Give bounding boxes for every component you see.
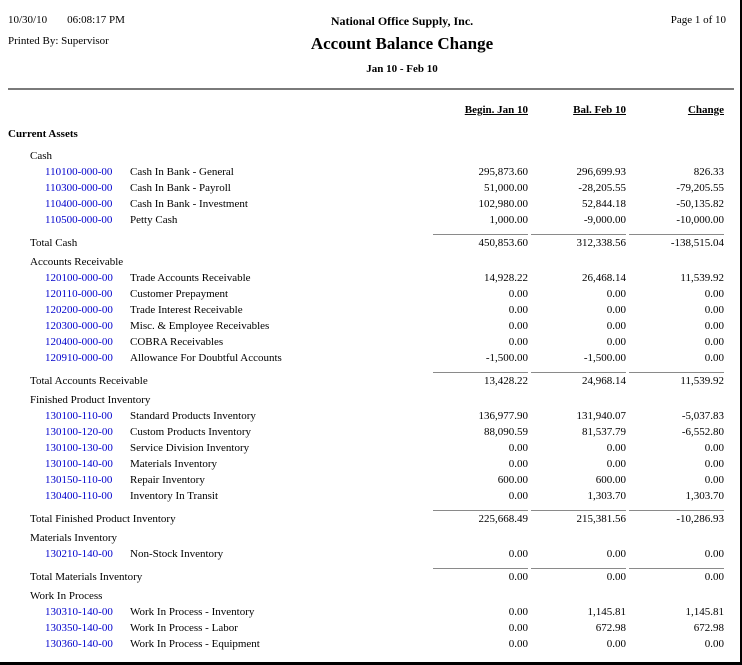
total-row-label-cell [0, 513, 430, 525]
total-row-label-cell [0, 571, 430, 583]
section-header-row [0, 150, 740, 166]
section-name: Cash [30, 150, 52, 162]
total-label: Total Accounts Receivable [30, 375, 148, 387]
amount-balance: 81,537.79 [582, 426, 626, 438]
amount-balance: 26,468.14 [582, 272, 626, 284]
account-description: Trade Accounts Receivable [130, 272, 251, 284]
account-row-label-cell [0, 606, 430, 618]
account-row [0, 198, 740, 214]
amount-change: -5,037.83 [681, 410, 724, 422]
account-row [0, 166, 740, 182]
account-description: Materials Inventory [130, 458, 218, 470]
account-number-link[interactable]: 120400-000-00 [45, 336, 113, 348]
amount-balance: 0.00 [606, 458, 626, 470]
account-row [0, 442, 740, 458]
account-number-link[interactable]: 130360-140-00 [45, 638, 113, 650]
account-row [0, 288, 740, 304]
total-row [0, 234, 740, 250]
amount-begin: 102,980.00 [478, 198, 528, 210]
amount-balance: 0.00 [606, 320, 626, 332]
account-description: Cash In Bank - Investment [130, 198, 248, 210]
account-description: Work In Process - Equipment [130, 638, 260, 650]
account-number-link[interactable]: 130100-140-00 [45, 458, 113, 470]
account-row [0, 426, 740, 442]
company-name: National Office Supply, Inc. [330, 14, 474, 28]
account-description: Non-Stock Inventory [130, 548, 224, 560]
section-header-row [0, 256, 740, 272]
amount-begin: 295,873.60 [478, 166, 528, 178]
header-right [621, 14, 726, 75]
section-name: Finished Product Inventory [30, 394, 151, 406]
report-date: 10/30/10 [8, 14, 48, 26]
total-label: Total Finished Product Inventory [30, 513, 176, 525]
amount-balance: 52,844.18 [582, 198, 626, 210]
account-row [0, 410, 740, 426]
amount-begin: 136,977.90 [478, 410, 528, 422]
total-row [0, 568, 740, 584]
account-row-label-cell [0, 490, 430, 502]
account-row [0, 182, 740, 198]
amount-begin: 0.00 [508, 320, 528, 332]
section-header-row-label-cell [0, 532, 430, 544]
account-number-link[interactable]: 130100-120-00 [45, 426, 113, 438]
column-header-change: Change [687, 104, 724, 116]
date-time-line [8, 14, 183, 26]
account-row-label-cell [0, 166, 430, 178]
account-description: Service Division Inventory [130, 442, 250, 454]
account-row-label-cell [0, 304, 430, 316]
report-time: 06:08:17 PM [67, 14, 125, 26]
amount-balance: 672.98 [595, 622, 626, 634]
amount-begin: 0.00 [508, 442, 528, 454]
amount-begin: 0.00 [508, 490, 528, 502]
amount-balance: 1,145.81 [587, 606, 626, 618]
column-header-begin: Begin. Jan 10 [464, 104, 528, 116]
amount-begin: 0.00 [508, 638, 528, 650]
amount-change: -138,515.04 [629, 234, 724, 249]
account-description: Customer Prepayment [130, 288, 229, 300]
account-number-link[interactable]: 130310-140-00 [45, 606, 113, 618]
section-name: Accounts Receivable [30, 256, 124, 268]
amount-begin: 13,428.22 [433, 372, 528, 387]
amount-begin: 1,000.00 [489, 214, 528, 226]
section-name: Materials Inventory [30, 532, 118, 544]
amount-begin: 0.00 [433, 568, 528, 583]
account-row-label-cell [0, 214, 430, 226]
account-number-link[interactable]: 130350-140-00 [45, 622, 113, 634]
section-header-row-label-cell [0, 590, 430, 602]
account-description: Cash In Bank - General [130, 166, 234, 178]
amount-change: 0.00 [704, 442, 724, 454]
section-name: Work In Process [30, 590, 103, 602]
amount-begin: 0.00 [508, 622, 528, 634]
account-number-link[interactable]: 110100-000-00 [45, 166, 113, 178]
amount-balance: 0.00 [606, 638, 626, 650]
amount-balance: 1,303.70 [587, 490, 626, 502]
amount-begin: 0.00 [508, 458, 528, 470]
amount-change: -10,286.93 [629, 510, 724, 525]
amount-change: 0.00 [704, 288, 724, 300]
total-row [0, 372, 740, 388]
account-row [0, 320, 740, 336]
account-number-link[interactable]: 120110-000-00 [45, 288, 113, 300]
report-title: Account Balance Change [310, 34, 494, 53]
account-row-label-cell [0, 638, 430, 650]
report-header [0, 0, 740, 75]
amount-change: 0.00 [704, 336, 724, 348]
account-number-link[interactable]: 110500-000-00 [45, 214, 113, 226]
amount-begin: 0.00 [508, 606, 528, 618]
account-row [0, 638, 740, 654]
amount-change: 0.00 [704, 304, 724, 316]
account-row [0, 336, 740, 352]
header-left [8, 14, 183, 75]
account-row-label-cell [0, 198, 430, 210]
account-row [0, 606, 740, 622]
account-number-link[interactable]: 130150-110-00 [45, 474, 113, 486]
account-description: Allowance For Doubtful Accounts [130, 352, 282, 364]
account-description: Inventory In Transit [130, 490, 218, 502]
total-row-label-cell [0, 237, 430, 249]
account-number-link[interactable]: 120100-000-00 [45, 272, 113, 284]
amount-change: -50,135.82 [676, 198, 724, 210]
account-number-link[interactable]: 110300-000-00 [45, 182, 113, 194]
total-label: Total Cash [30, 237, 78, 249]
account-row-label-cell [0, 288, 430, 300]
amount-begin: 600.00 [497, 474, 528, 486]
amount-change: -10,000.00 [676, 214, 724, 226]
amount-begin: 0.00 [508, 288, 528, 300]
amount-begin: -1,500.00 [485, 352, 528, 364]
amount-begin: 0.00 [508, 304, 528, 316]
account-number-link[interactable]: 130100-110-00 [45, 410, 113, 422]
amount-balance: -9,000.00 [583, 214, 626, 226]
account-row [0, 458, 740, 474]
group-header-label: Current Assets [8, 128, 78, 140]
amount-balance: 0.00 [606, 548, 626, 560]
account-row [0, 548, 740, 564]
account-row-label-cell [0, 474, 430, 486]
header-center [183, 14, 621, 75]
account-number-link[interactable]: 130100-130-00 [45, 442, 113, 454]
account-description: Misc. & Employee Receivables [130, 320, 270, 332]
account-row-label-cell [0, 336, 430, 348]
amount-begin: 225,668.49 [433, 510, 528, 525]
account-row [0, 304, 740, 320]
amount-begin: 14,928.22 [484, 272, 528, 284]
account-description: Petty Cash [130, 214, 178, 226]
amount-change: 0.00 [704, 548, 724, 560]
report-period: Jan 10 - Feb 10 [366, 63, 438, 75]
section-header-row-label-cell [0, 256, 430, 268]
account-number-link[interactable]: 130210-140-00 [45, 548, 113, 560]
amount-balance: 0.00 [531, 568, 626, 583]
amount-change: 0.00 [704, 458, 724, 470]
account-row-label-cell [0, 548, 430, 560]
amount-change: 1,145.81 [685, 606, 724, 618]
account-description: Cash In Bank - Payroll [130, 182, 231, 194]
amount-change: 1,303.70 [685, 490, 724, 502]
amount-change: 11,539.92 [680, 272, 724, 284]
section-header-row [0, 590, 740, 606]
amount-balance: 0.00 [606, 304, 626, 316]
amount-change: 0.00 [704, 320, 724, 332]
account-row-label-cell [0, 272, 430, 284]
section-header-row-label-cell [0, 150, 430, 162]
account-number-link[interactable]: 110400-000-00 [45, 198, 113, 210]
amount-balance: 0.00 [606, 442, 626, 454]
amount-balance: -1,500.00 [583, 352, 626, 364]
account-row [0, 272, 740, 288]
header-rule [8, 88, 734, 90]
amount-change: 11,539.92 [629, 372, 724, 387]
amount-balance: -28,205.55 [578, 182, 626, 194]
amount-balance: 0.00 [606, 288, 626, 300]
account-row [0, 490, 740, 506]
amount-begin: 450,853.60 [433, 234, 528, 249]
account-description: COBRA Receivables [130, 336, 224, 348]
account-row-label-cell [0, 426, 430, 438]
amount-change: 0.00 [704, 352, 724, 364]
account-description: Work In Process - Inventory [130, 606, 255, 618]
account-row [0, 214, 740, 230]
account-number-link[interactable]: 130400-110-00 [45, 490, 113, 502]
amount-balance: 0.00 [606, 336, 626, 348]
group-header-row [0, 128, 740, 144]
account-row [0, 474, 740, 490]
amount-change: 672.98 [693, 622, 724, 634]
account-description: Repair Inventory [130, 474, 205, 486]
total-row [0, 510, 740, 526]
amount-change: -6,552.80 [681, 426, 724, 438]
account-row-label-cell [0, 458, 430, 470]
amount-change: 826.33 [693, 166, 724, 178]
amount-change: 0.00 [704, 474, 724, 486]
account-number-link[interactable]: 120300-000-00 [45, 320, 113, 332]
account-number-link[interactable]: 120910-000-00 [45, 352, 113, 364]
account-row-label-cell [0, 352, 430, 364]
amount-begin: 51,000.00 [484, 182, 528, 194]
account-description: Custom Products Inventory [130, 426, 251, 438]
amount-balance: 312,338.56 [531, 234, 626, 249]
printed-by: Printed By: Supervisor [8, 35, 109, 47]
page-number: Page 1 of 10 [670, 14, 726, 26]
account-number-link[interactable]: 120200-000-00 [45, 304, 113, 316]
account-row-label-cell [0, 182, 430, 194]
amount-balance: 296,699.93 [576, 166, 626, 178]
amount-begin: 0.00 [508, 336, 528, 348]
account-row-label-cell [0, 442, 430, 454]
account-row-label-cell [0, 320, 430, 332]
account-row [0, 352, 740, 368]
amount-change: 0.00 [629, 568, 724, 583]
column-header-balance: Bal. Feb 10 [573, 104, 626, 116]
total-label: Total Materials Inventory [30, 571, 143, 583]
amount-balance: 600.00 [595, 474, 626, 486]
section-header-row-label-cell [0, 394, 430, 406]
account-description: Trade Interest Receivable [130, 304, 243, 316]
column-header-row [0, 104, 740, 120]
amount-balance: 131,940.07 [576, 410, 626, 422]
section-header-row [0, 532, 740, 548]
report-table-body [0, 150, 740, 654]
amount-balance: 215,381.56 [531, 510, 626, 525]
total-row-label-cell [0, 375, 430, 387]
amount-begin: 0.00 [508, 548, 528, 560]
amount-begin: 88,090.59 [484, 426, 528, 438]
account-description: Standard Products Inventory [130, 410, 256, 422]
account-row-label-cell [0, 410, 430, 422]
amount-change: 0.00 [704, 638, 724, 650]
account-row-label-cell [0, 622, 430, 634]
amount-change: -79,205.55 [676, 182, 724, 194]
amount-balance: 24,968.14 [531, 372, 626, 387]
section-header-row [0, 394, 740, 410]
account-row [0, 622, 740, 638]
account-description: Work In Process - Labor [130, 622, 238, 634]
